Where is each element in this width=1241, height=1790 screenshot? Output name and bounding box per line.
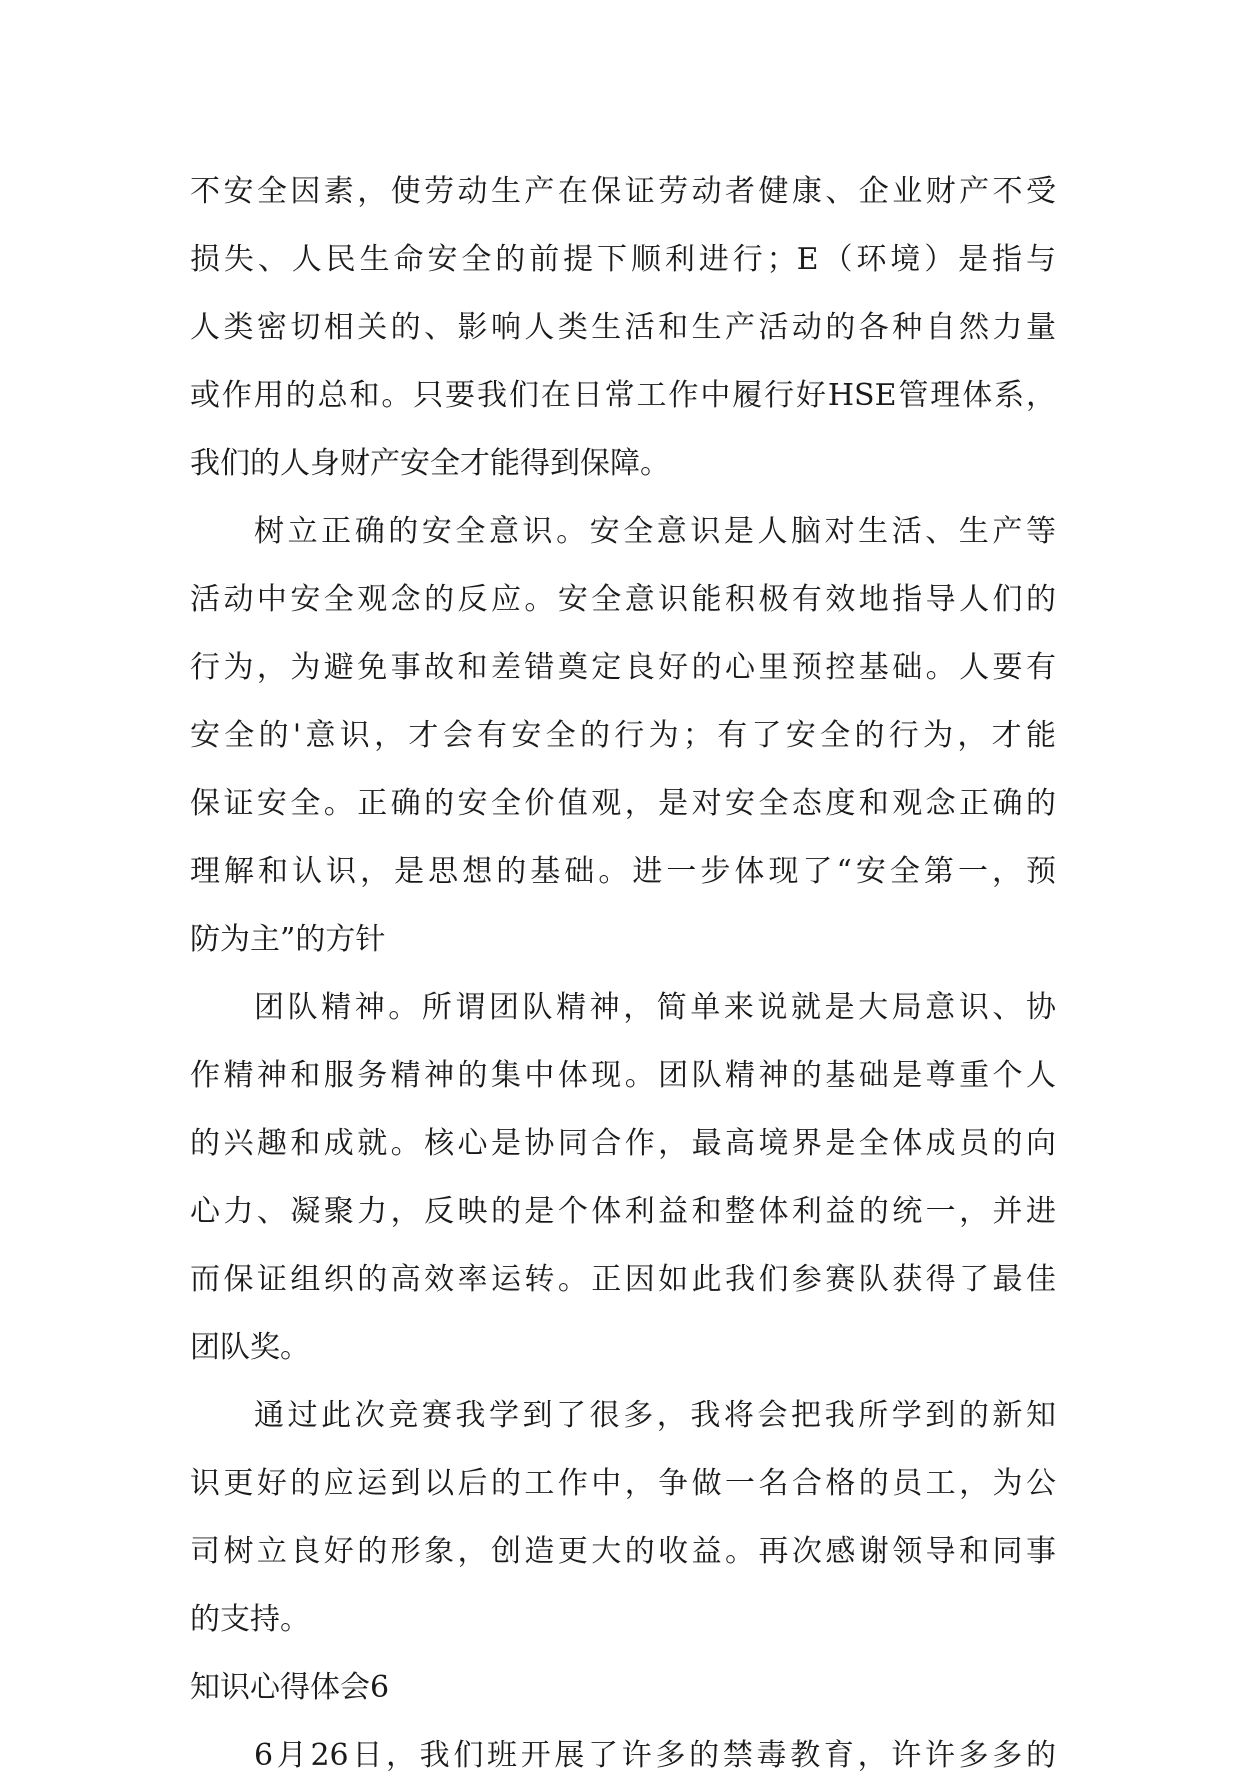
text-line: 团队奖。 (190, 1330, 310, 1365)
paragraph-drug-education (190, 1722, 1056, 1790)
paragraph-safety-awareness (190, 498, 1056, 974)
section-heading (190, 1654, 1056, 1722)
text-line: 我们的人身财产安全才能得到保障。 (190, 446, 670, 481)
text-line: 人类密切相关的、影响人类生活和生产活动的各种自然力量 (190, 310, 1056, 345)
document-body (190, 158, 1056, 1790)
text-line: 保证安全。正确的安全价值观，是对安全态度和观念正确的 (190, 786, 1056, 821)
text-line: 心力、凝聚力，反映的是个体利益和整体利益的统一，并进 (190, 1194, 1056, 1229)
text-line: 树立正确的安全意识。安全意识是人脑对生活、生产等 (254, 514, 1056, 549)
text-line: 理解和认识，是思想的基础。进一步体现了“安全第一，预 (190, 854, 1056, 889)
text-line: 安全的'意识，才会有安全的行为；有了安全的行为，才能 (190, 718, 1056, 753)
text-line: 行为，为避免事故和差错奠定良好的心里预控基础。人要有 (190, 650, 1056, 685)
text-line: 司树立良好的形象，创造更大的收益。再次感谢领导和同事 (190, 1534, 1056, 1569)
text-line: 而保证组织的高效率运转。正因如此我们参赛队获得了最佳 (190, 1262, 1056, 1297)
text-line: 的兴趣和成就。核心是协同合作，最高境界是全体成员的向 (190, 1126, 1056, 1161)
text-line: 6月26日，我们班开展了许多的禁毒教育，许许多多的 (254, 1738, 1056, 1773)
text-line: 活动中安全观念的反应。安全意识能积极有效地指导人们的 (190, 582, 1056, 617)
paragraph-hse-conclusion (190, 158, 1056, 498)
section-title: 知识心得体会6 (190, 1670, 390, 1705)
text-line: 或作用的总和。只要我们在日常工作中履行好HSE管理体系， (190, 378, 1056, 413)
text-line: 通过此次竞赛我学到了很多，我将会把我所学到的新知 (254, 1398, 1056, 1433)
text-line: 团队精神。所谓团队精神，简单来说就是大局意识、协 (254, 990, 1056, 1025)
text-line: 的支持。 (190, 1602, 310, 1637)
text-line: 作精神和服务精神的集中体现。团队精神的基础是尊重个人 (190, 1058, 1056, 1093)
text-line: 不安全因素，使劳动生产在保证劳动者健康、企业财产不受 (190, 174, 1056, 209)
paragraph-team-spirit (190, 974, 1056, 1382)
paragraph-competition-summary (190, 1382, 1056, 1654)
text-line: 防为主”的方针 (190, 922, 386, 957)
text-line: 识更好的应运到以后的工作中，争做一名合格的员工，为公 (190, 1466, 1056, 1501)
text-line: 损失、人民生命安全的前提下顺利进行；E（环境）是指与 (190, 242, 1056, 277)
